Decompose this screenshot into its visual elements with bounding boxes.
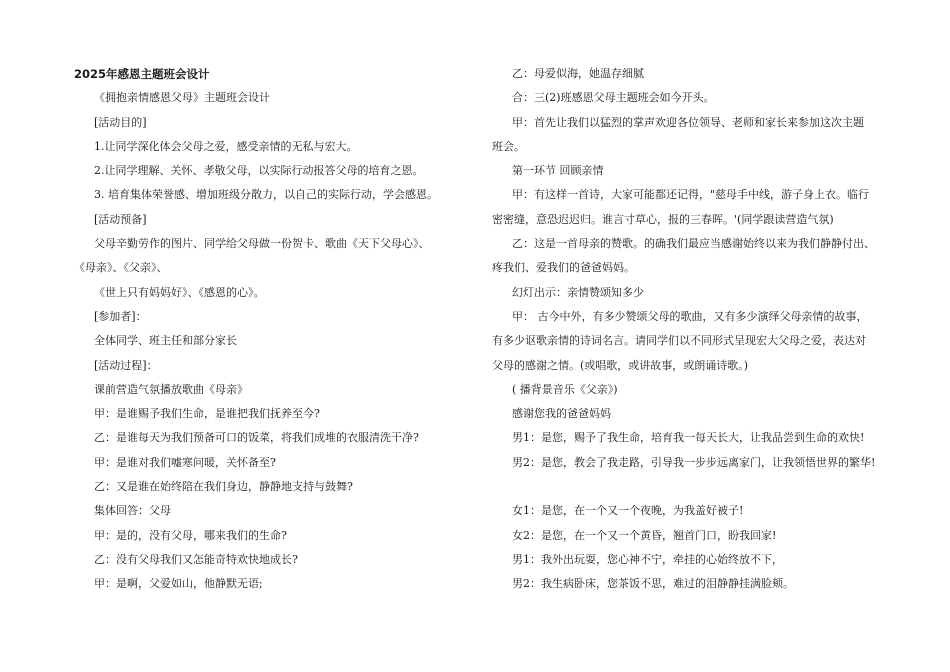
music-note: ( 播背景音乐《父亲》): [512, 382, 618, 396]
dialogue-line: 乙：又是谁在始终陪在我们身边，静静地支持与鼓舞?: [94, 480, 353, 494]
poem-line: 男2：我生病卧床，您茶饭不思，难过的泪静静挂满脸颊。: [512, 577, 794, 591]
dialogue-line: 甲：是谁赐予我们生命，是谁把我们抚养至今?: [94, 407, 320, 421]
dialogue-line: 集体回答：父母: [94, 504, 171, 518]
dialogue-line: 乙：这是一首母亲的赞歌。的确我们最应当感谢始终以来为我们静静付出、: [512, 237, 875, 251]
section-heading-preparation: [活动预备]: [94, 212, 147, 226]
poem-line: 女2：是您，在一个又一个黄昏，翘首门口，盼我回家!: [512, 528, 777, 542]
purpose-item-3: 3. 培育集体荣誉感、增加班级分散力，以自己的实际行动，学会感恩。: [94, 188, 438, 202]
slide-caption: 幻灯出示：亲情赞颂知多少: [512, 285, 644, 299]
process-line: 课前营造气氛播放歌曲《母亲》: [94, 382, 248, 396]
right-column: [492, 62, 892, 597]
poem-line: 女1：是您，在一个又一个夜晚，为我盖好被子!: [512, 504, 744, 518]
dialogue-line: 甲：是啊，父爱如山，他静默无语;: [94, 577, 263, 591]
dialogue-line-cont: 班会。: [492, 139, 525, 153]
dialogue-line: 甲：有这样一首诗，大家可能都还记得，"慈母手中线，游子身上衣。临行: [512, 188, 870, 202]
dialogue-line: 合：三(2)班感恩父母主题班会如今开头。: [512, 91, 715, 105]
section-heading-participants: [参加者]：: [94, 309, 147, 323]
preparation-text: 父母辛勤劳作的图片、同学给父母做一份贺卡、歌曲《天下父母心》、: [94, 237, 430, 251]
dialogue-line: 甲：首先让我们以猛烈的掌声欢迎各位领导、老师和家长来参加这次主题: [512, 115, 864, 129]
preparation-text-cont: 《母亲》、《父亲》、: [74, 261, 168, 275]
dialogue-line-cont: 父母的感谢之情。(或唱歌，或讲故事，或朗诵诗歌。): [492, 358, 749, 372]
blank-line: [492, 475, 892, 499]
dialogue-line: 乙：没有父母我们又怎能奇特欢快地成长?: [94, 552, 298, 566]
dialogue-line: 甲：是的，没有父母，哪来我们的生命?: [94, 528, 287, 542]
document-title: 2025年感恩主题班会设计: [74, 67, 210, 81]
poem-line: 男1：我外出玩耍，您心神不宁，牵挂的心始终放不下，: [512, 552, 783, 566]
subtitle: 《拥抱亲情感恩父母》主题班会设计: [94, 91, 270, 105]
dialogue-line-cont: 密密缝，意恐迟迟归。谁言寸草心，报的三春晖。'(同学跟读营造气氛): [492, 212, 834, 226]
participants-text: 全体同学、班主任和部分家长: [94, 334, 237, 348]
poem-line: 男2：是您，教会了我走路，引导我一步步远离家门，让我领悟世界的繁华!: [512, 455, 876, 469]
section-heading-purpose: [活动目的]: [94, 115, 147, 129]
section-heading-process: [活动过程]：: [94, 358, 158, 372]
purpose-item-1: 1.让同学深化体会父母之爱，感受亲情的无私与宏大。: [94, 139, 358, 153]
poem-line: 男1：是您，赐予了我生命，培育我一每天长大，让我品尝到生命的欢快!: [512, 431, 865, 445]
dialogue-line: 甲： 古今中外，有多少赞颂父母的歌曲，又有多少演绎父母亲情的故事，: [512, 309, 868, 323]
dialogue-line: 乙：是谁每天为我们预备可口的饭菜，将我们成堆的衣服清洗干净?: [94, 431, 419, 445]
dialogue-line: 乙：母爱似海，她温存细腻: [512, 67, 644, 80]
preparation-text-songs: 《世上只有妈妈好》、《感恩的心》。: [94, 285, 265, 299]
dialogue-line: 甲：是谁对我们嘘寒问暖，关怀备至?: [94, 455, 276, 469]
purpose-item-2: 2.让同学理解、关怀、孝敬父母，以实际行动报答父母的培育之恩。: [94, 164, 424, 178]
dialogue-line-cont: 疼我们、爱我们的爸爸妈妈。: [492, 261, 635, 275]
poem-title: 感谢您我的爸爸妈妈: [512, 407, 611, 421]
section-heading-part-one: 第一环节 回顾亲情: [512, 164, 604, 178]
dialogue-line-cont: 有多少讴歌亲情的诗词名言。请同学们以不同形式呈现宏大父母之爱，表达对: [492, 334, 866, 348]
left-column: [74, 62, 474, 597]
